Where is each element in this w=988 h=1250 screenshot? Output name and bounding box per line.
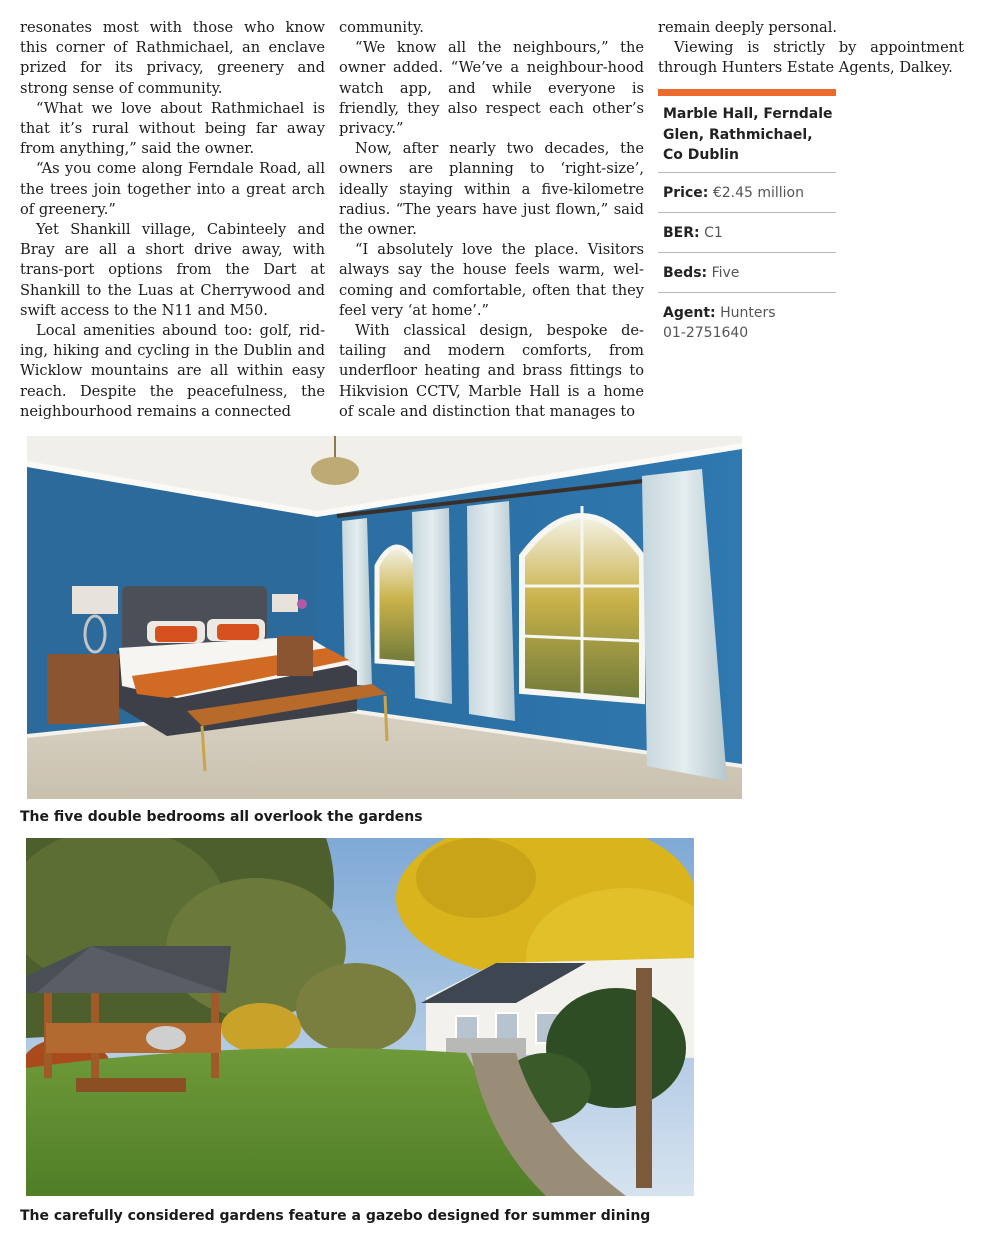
beds-row bbox=[658, 253, 836, 293]
agent-phone: 01-2751640 bbox=[663, 324, 749, 341]
property-title: Marble Hall, Ferndale Glen, Rathmichael, Co Dublin bbox=[658, 96, 836, 173]
paragraph: Now, after nearly two decades, the owners are planning to ‘right-size’, ideally staying within a five-kilometre radius. “The years have just flown,” said the owner. bbox=[339, 140, 644, 239]
garden-illustration bbox=[26, 838, 694, 1196]
beds-label: Beds: bbox=[663, 264, 708, 281]
property-factbox bbox=[658, 89, 836, 352]
paragraph: With classical design, bespoke de-tailing and modern comforts, from underfloor heating and brass fittings to Hikvision CCTV, Marble Hall is a home of scale and distinction that manages to bbox=[339, 322, 644, 420]
price-row bbox=[658, 173, 836, 213]
agent-row bbox=[658, 293, 836, 352]
article-column-3 bbox=[658, 18, 964, 79]
garden-caption: The carefully considered gardens feature a gazebo designed for summer dining bbox=[20, 1208, 651, 1224]
paragraph: “What we love about Rathmichael is that it’s rural without being far away from anything,” said the owner. bbox=[20, 99, 325, 158]
paragraph: “As you come along Ferndale Road, all the trees join together into a great arch of greenery.” bbox=[20, 160, 325, 218]
paragraph: resonates most with those who know this corner of Rathmichael, an enclave prized for its privacy, greenery and strong sense of community. bbox=[20, 19, 325, 97]
bedroom-illustration bbox=[27, 436, 742, 799]
paragraph: Local amenities abound too: golf, rid-ing, hiking and cycling in the Dublin and Wicklow mountains are all within easy reach. Despite the peacefulness, the neighbourhood remains a connected bbox=[20, 322, 325, 420]
beds-value: Five bbox=[711, 264, 740, 281]
paragraph: “I absolutely love the place. Visitors always say the house feels warm, wel-coming and comfortable, often that they feel very ‘at home’.” bbox=[339, 241, 644, 319]
price-label: Price: bbox=[663, 184, 709, 201]
price-value: €2.45 million bbox=[712, 184, 804, 201]
paragraph: “We know all the neighbours,” the owner added. “We’ve a neighbour-hood watch app, and while everyone is friendly, they also respect each other’s privacy.” bbox=[339, 39, 644, 138]
agent-value: Hunters bbox=[720, 304, 776, 321]
garden-photo bbox=[26, 838, 694, 1196]
paragraph: remain deeply personal. bbox=[658, 19, 838, 36]
agent-label: Agent: bbox=[663, 304, 716, 321]
accent-bar bbox=[658, 89, 836, 96]
paragraph: community. bbox=[339, 19, 424, 36]
bedroom-photo bbox=[27, 436, 742, 799]
article-column-1 bbox=[20, 18, 325, 422]
ber-label: BER: bbox=[663, 224, 700, 241]
paragraph: Viewing is strictly by appointment through Hunters Estate Agents, Dalkey. bbox=[658, 39, 964, 77]
article-column-2 bbox=[339, 18, 644, 422]
ber-row bbox=[658, 213, 836, 253]
bedroom-caption: The five double bedrooms all overlook the gardens bbox=[20, 809, 423, 825]
paragraph: Yet Shankill village, Cabinteely and Bray are all a short drive away, with trans-port options from the Dart at Shankill to the Luas at Cherrywood and swift access to the N11 and M50. bbox=[20, 221, 325, 319]
ber-value: C1 bbox=[704, 224, 723, 241]
